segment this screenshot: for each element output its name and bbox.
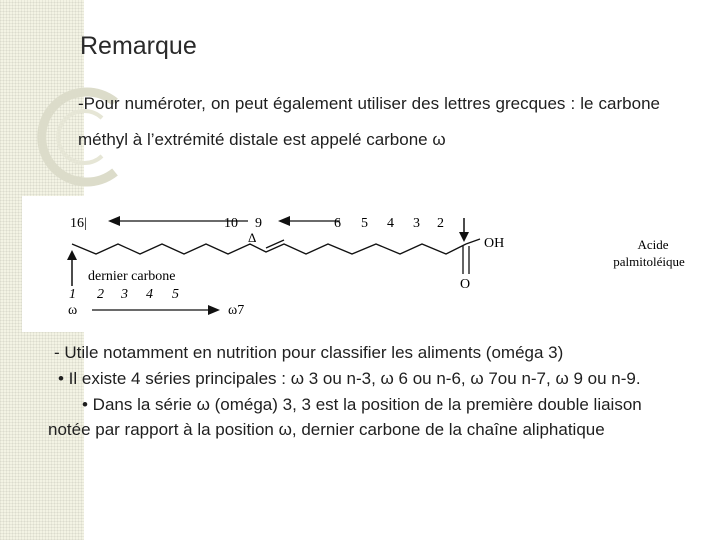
carbon-4-label: 4 [387,216,394,231]
carbon-6-label: 6 [334,216,341,231]
last-carbon-label: dernier carbone [88,269,176,284]
bullet-nutrition: - Utile notamment en nutrition pour classifier les aliments (oméga 3) [54,343,564,362]
omega-number-3: 3 [121,287,128,302]
omega-number-2: 2 [97,287,104,302]
figure-background [22,196,612,332]
omega-number-1: 1 [69,287,76,302]
delta-label: Δ [248,230,257,245]
compound-name-line2: palmitoléique [613,254,685,269]
carbon-3-label: 3 [413,216,420,231]
compound-name-line1: Acide [637,237,669,252]
bullet-series: • Il existe 4 séries principales : ω 3 ou n-3, ω 6 ou n-6, ω 7ou n-7, ω 9 ou n-9. [58,369,641,388]
carbon-5-label: 5 [361,216,368,231]
carbon-10-label: 10 [224,216,238,231]
omega-number-4: 4 [146,287,153,302]
omega-symbol: ω [68,303,78,318]
omega-number-5: 5 [172,287,179,302]
fatty-acid-figure [22,196,720,332]
slide-title: Remarque [80,32,197,60]
bullet-list [48,340,660,442]
carbon-16-label: 16| [70,216,87,231]
carbon-9-label: 9 [255,216,262,231]
oxygen-label: O [460,277,471,292]
bullet-omega3: • Dans la série ω (oméga) 3, 3 est la position de la première double liaison notée par rapport à la position ω, dernier carbone de la chaîne aliphatique [48,395,642,439]
omega7-label: ω7 [228,303,245,318]
carbon-2-label: 2 [437,216,444,231]
oh-label: OH [484,236,505,251]
intro-paragraph: -Pour numéroter, on peut également utiliser des lettres grecques : le carbone méthyl à l’extrémité distale est appelé carbone ω [78,94,660,149]
